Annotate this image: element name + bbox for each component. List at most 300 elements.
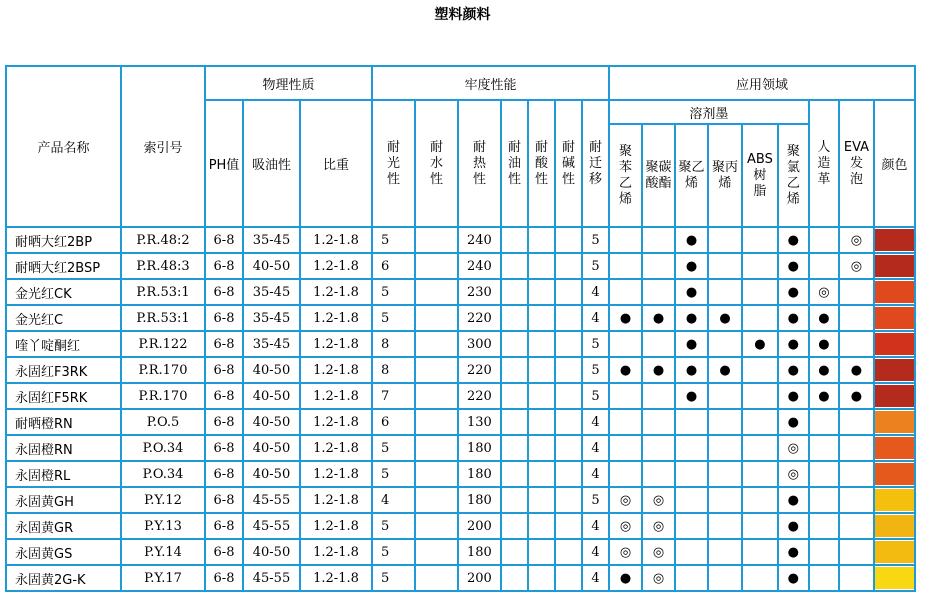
- polycarbonate-mark: ◎: [642, 487, 675, 513]
- waterfastness: [415, 461, 458, 487]
- polypropylene-mark: ●: [708, 305, 742, 331]
- oilfastness: [501, 565, 528, 591]
- alkalifastness: [555, 513, 582, 539]
- color-swatch-cell: [874, 409, 915, 435]
- waterfastness: [415, 539, 458, 565]
- waterfastness: [415, 305, 458, 331]
- index-code: P.O.5: [121, 409, 205, 435]
- alkalifastness: [555, 305, 582, 331]
- lightfastness: 5: [372, 227, 415, 253]
- header-fastness: 牢度性能: [372, 66, 609, 100]
- lightfastness: 5: [372, 435, 415, 461]
- product-name: 耐晒橙RN: [6, 409, 121, 435]
- product-name: 永固红F5RK: [6, 383, 121, 409]
- product-name: 永固黄GS: [6, 539, 121, 565]
- alkalifastness: [555, 487, 582, 513]
- header-color: 颜色: [874, 100, 915, 227]
- pvc-mark: ●: [778, 487, 809, 513]
- density: 1.2-1.8: [300, 409, 372, 435]
- polycarbonate-mark: ◎: [642, 565, 675, 591]
- pvc-mark: ●: [778, 565, 809, 591]
- heatfastness: 300: [458, 331, 501, 357]
- eva-mark: [839, 409, 874, 435]
- color-swatch-cell: [874, 305, 915, 331]
- pvc-mark: ●: [778, 305, 809, 331]
- leather-mark: ●: [809, 357, 839, 383]
- alkalifastness: [555, 435, 582, 461]
- table-row: [6, 409, 915, 435]
- leather-mark: [809, 539, 839, 565]
- leather-mark: [809, 461, 839, 487]
- acidfastness: [528, 409, 555, 435]
- waterfastness: [415, 435, 458, 461]
- color-swatch: [875, 255, 914, 277]
- leather-mark: [809, 435, 839, 461]
- polypropylene-mark: [708, 331, 742, 357]
- eva-mark: [839, 539, 874, 565]
- polypropylene-mark: ●: [708, 357, 742, 383]
- oilfastness: [501, 435, 528, 461]
- polycarbonate-mark: [642, 227, 675, 253]
- acidfastness: [528, 331, 555, 357]
- lightfastness: 8: [372, 331, 415, 357]
- abs-mark: [742, 539, 778, 565]
- abs-mark: [742, 565, 778, 591]
- polycarbonate-mark: [642, 383, 675, 409]
- polypropylene-mark: [708, 383, 742, 409]
- pvc-mark: ●: [778, 513, 809, 539]
- polystyrene-mark: ●: [609, 565, 642, 591]
- oilfastness: [501, 487, 528, 513]
- eva-mark: ◎: [839, 253, 874, 279]
- color-swatch-cell: [874, 435, 915, 461]
- alkalifastness: [555, 565, 582, 591]
- header-index: 索引号: [121, 66, 205, 227]
- density: 1.2-1.8: [300, 331, 372, 357]
- heatfastness: 180: [458, 461, 501, 487]
- page-title: 塑料颜料: [434, 7, 491, 23]
- product-name: 永固黄2G-K: [6, 565, 121, 591]
- pvc-mark: ●: [778, 539, 809, 565]
- header-polystyrene: 聚苯乙烯: [609, 124, 642, 227]
- waterfastness: [415, 409, 458, 435]
- oil-absorption: 40-50: [243, 357, 300, 383]
- oilfastness: [501, 253, 528, 279]
- eva-mark: [839, 487, 874, 513]
- abs-mark: [742, 487, 778, 513]
- eva-mark: [839, 279, 874, 305]
- eva-mark: ●: [839, 357, 874, 383]
- leather-mark: ●: [809, 383, 839, 409]
- heatfastness: 230: [458, 279, 501, 305]
- color-swatch-cell: [874, 357, 915, 383]
- pvc-mark: ◎: [778, 461, 809, 487]
- ph-value: 6-8: [205, 305, 243, 331]
- color-swatch: [875, 541, 914, 563]
- polyethylene-mark: ●: [675, 279, 708, 305]
- density: 1.2-1.8: [300, 539, 372, 565]
- polystyrene-mark: [609, 279, 642, 305]
- polystyrene-mark: [609, 461, 642, 487]
- ph-value: 6-8: [205, 227, 243, 253]
- leather-mark: [809, 409, 839, 435]
- oilfastness: [501, 409, 528, 435]
- eva-mark: [839, 461, 874, 487]
- migration-fastness: 4: [582, 409, 609, 435]
- oilfastness: [501, 513, 528, 539]
- polycarbonate-mark: ●: [642, 305, 675, 331]
- migration-fastness: 5: [582, 253, 609, 279]
- table-row: [6, 513, 915, 539]
- index-code: P.O.34: [121, 435, 205, 461]
- polyethylene-mark: [675, 513, 708, 539]
- polycarbonate-mark: [642, 435, 675, 461]
- polyethylene-mark: ●: [675, 331, 708, 357]
- header-oil-absorption: 吸油性: [243, 100, 300, 227]
- migration-fastness: 4: [582, 305, 609, 331]
- polystyrene-mark: [609, 253, 642, 279]
- header-application: 应用领域: [609, 66, 915, 100]
- product-name: 永固红F3RK: [6, 357, 121, 383]
- abs-mark: [742, 305, 778, 331]
- oil-absorption: 40-50: [243, 461, 300, 487]
- pvc-mark: ●: [778, 279, 809, 305]
- acidfastness: [528, 305, 555, 331]
- acidfastness: [528, 435, 555, 461]
- polyethylene-mark: [675, 435, 708, 461]
- polypropylene-mark: [708, 409, 742, 435]
- polyethylene-mark: ●: [675, 305, 708, 331]
- density: 1.2-1.8: [300, 305, 372, 331]
- abs-mark: [742, 409, 778, 435]
- oil-absorption: 45-55: [243, 487, 300, 513]
- heatfastness: 180: [458, 539, 501, 565]
- color-swatch-cell: [874, 279, 915, 305]
- polystyrene-mark: ◎: [609, 513, 642, 539]
- oilfastness: [501, 539, 528, 565]
- polyethylene-mark: [675, 487, 708, 513]
- index-code: P.O.34: [121, 461, 205, 487]
- eva-mark: [839, 435, 874, 461]
- product-name: 耐晒大红2BSP: [6, 253, 121, 279]
- pigment-table: [5, 65, 916, 592]
- migration-fastness: 4: [582, 435, 609, 461]
- table-row: [6, 565, 915, 591]
- heatfastness: 130: [458, 409, 501, 435]
- index-code: P.R.122: [121, 331, 205, 357]
- alkalifastness: [555, 331, 582, 357]
- header-eva: EVA发泡: [839, 100, 874, 227]
- product-name: 永固黄GH: [6, 487, 121, 513]
- migration-fastness: 4: [582, 565, 609, 591]
- color-swatch-cell: [874, 383, 915, 409]
- oil-absorption: 35-45: [243, 279, 300, 305]
- heatfastness: 220: [458, 305, 501, 331]
- acidfastness: [528, 383, 555, 409]
- lightfastness: 5: [372, 305, 415, 331]
- product-name: 永固黄GR: [6, 513, 121, 539]
- heatfastness: 180: [458, 487, 501, 513]
- abs-mark: [742, 357, 778, 383]
- waterfastness: [415, 253, 458, 279]
- polycarbonate-mark: ●: [642, 357, 675, 383]
- acidfastness: [528, 513, 555, 539]
- index-code: P.R.48:3: [121, 253, 205, 279]
- density: 1.2-1.8: [300, 227, 372, 253]
- heatfastness: 200: [458, 565, 501, 591]
- polypropylene-mark: [708, 513, 742, 539]
- oilfastness: [501, 461, 528, 487]
- header-abs: ABS树脂: [742, 124, 778, 227]
- header-solvent-ink: 溶剂墨: [609, 100, 809, 124]
- abs-mark: [742, 435, 778, 461]
- eva-mark: [839, 565, 874, 591]
- polystyrene-mark: [609, 383, 642, 409]
- alkalifastness: [555, 279, 582, 305]
- acidfastness: [528, 227, 555, 253]
- waterfastness: [415, 227, 458, 253]
- product-name: 永固橙RN: [6, 435, 121, 461]
- color-swatch: [875, 411, 914, 433]
- oil-absorption: 40-50: [243, 383, 300, 409]
- polycarbonate-mark: [642, 279, 675, 305]
- abs-mark: [742, 253, 778, 279]
- ph-value: 6-8: [205, 253, 243, 279]
- migration-fastness: 5: [582, 487, 609, 513]
- oilfastness: [501, 383, 528, 409]
- polycarbonate-mark: ◎: [642, 513, 675, 539]
- leather-mark: [809, 253, 839, 279]
- density: 1.2-1.8: [300, 435, 372, 461]
- acidfastness: [528, 565, 555, 591]
- color-swatch-cell: [874, 331, 915, 357]
- color-swatch: [875, 333, 914, 355]
- waterfastness: [415, 565, 458, 591]
- polycarbonate-mark: [642, 409, 675, 435]
- index-code: P.R.53:1: [121, 279, 205, 305]
- pvc-mark: ●: [778, 253, 809, 279]
- oilfastness: [501, 279, 528, 305]
- header-pvc: 聚氯乙烯: [778, 124, 809, 227]
- polystyrene-mark: ◎: [609, 539, 642, 565]
- polystyrene-mark: ●: [609, 305, 642, 331]
- header-alkalifast: 耐碱性: [555, 100, 582, 227]
- product-name: 金光红CK: [6, 279, 121, 305]
- polypropylene-mark: [708, 461, 742, 487]
- color-swatch: [875, 489, 914, 511]
- table-row: [6, 331, 915, 357]
- ph-value: 6-8: [205, 409, 243, 435]
- heatfastness: 180: [458, 435, 501, 461]
- density: 1.2-1.8: [300, 383, 372, 409]
- table-row: [6, 253, 915, 279]
- product-name: 永固橙RL: [6, 461, 121, 487]
- header-polyethylene: 聚乙烯: [675, 124, 708, 227]
- index-code: P.R.170: [121, 357, 205, 383]
- polystyrene-mark: [609, 227, 642, 253]
- heatfastness: 240: [458, 253, 501, 279]
- waterfastness: [415, 513, 458, 539]
- oil-absorption: 40-50: [243, 409, 300, 435]
- color-swatch-cell: [874, 461, 915, 487]
- oil-absorption: 40-50: [243, 435, 300, 461]
- leather-mark: ●: [809, 305, 839, 331]
- index-code: P.Y.17: [121, 565, 205, 591]
- table-row: [6, 461, 915, 487]
- waterfastness: [415, 487, 458, 513]
- alkalifastness: [555, 383, 582, 409]
- eva-mark: ◎: [839, 227, 874, 253]
- header-density: 比重: [300, 100, 372, 227]
- oil-absorption: 35-45: [243, 305, 300, 331]
- header-physical: 物理性质: [205, 66, 372, 100]
- polycarbonate-mark: [642, 331, 675, 357]
- color-swatch-cell: [874, 513, 915, 539]
- table-row: [6, 487, 915, 513]
- pvc-mark: ●: [778, 227, 809, 253]
- migration-fastness: 4: [582, 279, 609, 305]
- table-row: [6, 435, 915, 461]
- waterfastness: [415, 357, 458, 383]
- oil-absorption: 45-55: [243, 513, 300, 539]
- abs-mark: [742, 279, 778, 305]
- color-swatch: [875, 567, 914, 589]
- color-swatch-cell: [874, 253, 915, 279]
- lightfastness: 4: [372, 487, 415, 513]
- acidfastness: [528, 253, 555, 279]
- table-row: [6, 383, 915, 409]
- polyethylene-mark: ●: [675, 227, 708, 253]
- header-heatfast: 耐热性: [458, 100, 501, 227]
- color-swatch: [875, 463, 914, 485]
- lightfastness: 5: [372, 461, 415, 487]
- migration-fastness: 5: [582, 331, 609, 357]
- color-swatch: [875, 307, 914, 329]
- color-swatch: [875, 281, 914, 303]
- abs-mark: [742, 513, 778, 539]
- density: 1.2-1.8: [300, 487, 372, 513]
- polypropylene-mark: [708, 279, 742, 305]
- acidfastness: [528, 487, 555, 513]
- polycarbonate-mark: ◎: [642, 539, 675, 565]
- table-row: [6, 357, 915, 383]
- pvc-mark: ●: [778, 331, 809, 357]
- waterfastness: [415, 331, 458, 357]
- eva-mark: ●: [839, 383, 874, 409]
- migration-fastness: 4: [582, 461, 609, 487]
- index-code: P.R.48:2: [121, 227, 205, 253]
- heatfastness: 220: [458, 357, 501, 383]
- pvc-mark: ●: [778, 357, 809, 383]
- ph-value: 6-8: [205, 461, 243, 487]
- abs-mark: [742, 383, 778, 409]
- ph-value: 6-8: [205, 539, 243, 565]
- leather-mark: ◎: [809, 279, 839, 305]
- polystyrene-mark: [609, 435, 642, 461]
- heatfastness: 240: [458, 227, 501, 253]
- color-swatch: [875, 437, 914, 459]
- color-swatch-cell: [874, 487, 915, 513]
- lightfastness: 6: [372, 253, 415, 279]
- index-code: P.Y.12: [121, 487, 205, 513]
- eva-mark: [839, 513, 874, 539]
- color-swatch: [875, 229, 914, 251]
- ph-value: 6-8: [205, 565, 243, 591]
- color-swatch: [875, 385, 914, 407]
- oil-absorption: 35-45: [243, 227, 300, 253]
- lightfastness: 5: [372, 565, 415, 591]
- polypropylene-mark: [708, 539, 742, 565]
- acidfastness: [528, 357, 555, 383]
- header-migration: 耐迁移: [582, 100, 609, 227]
- table-row: [6, 279, 915, 305]
- lightfastness: 5: [372, 279, 415, 305]
- migration-fastness: 5: [582, 357, 609, 383]
- density: 1.2-1.8: [300, 279, 372, 305]
- polycarbonate-mark: [642, 461, 675, 487]
- migration-fastness: 5: [582, 383, 609, 409]
- product-name: 喹丫啶酮红: [6, 331, 121, 357]
- acidfastness: [528, 279, 555, 305]
- eva-mark: [839, 305, 874, 331]
- oil-absorption: 35-45: [243, 331, 300, 357]
- index-code: P.Y.14: [121, 539, 205, 565]
- density: 1.2-1.8: [300, 253, 372, 279]
- polycarbonate-mark: [642, 253, 675, 279]
- waterfastness: [415, 279, 458, 305]
- lightfastness: 8: [372, 357, 415, 383]
- density: 1.2-1.8: [300, 565, 372, 591]
- pvc-mark: ●: [778, 409, 809, 435]
- lightfastness: 6: [372, 409, 415, 435]
- polyethylene-mark: ●: [675, 383, 708, 409]
- heatfastness: 200: [458, 513, 501, 539]
- polystyrene-mark: [609, 331, 642, 357]
- index-code: P.Y.13: [121, 513, 205, 539]
- polystyrene-mark: [609, 409, 642, 435]
- color-swatch-cell: [874, 565, 915, 591]
- oilfastness: [501, 331, 528, 357]
- alkalifastness: [555, 253, 582, 279]
- density: 1.2-1.8: [300, 357, 372, 383]
- color-swatch: [875, 515, 914, 537]
- alkalifastness: [555, 227, 582, 253]
- table-row: [6, 227, 915, 253]
- polyethylene-mark: ●: [675, 357, 708, 383]
- acidfastness: [528, 539, 555, 565]
- lightfastness: 7: [372, 383, 415, 409]
- color-swatch-cell: [874, 539, 915, 565]
- polypropylene-mark: [708, 227, 742, 253]
- table-row: [6, 305, 915, 331]
- polyethylene-mark: [675, 539, 708, 565]
- polyethylene-mark: [675, 461, 708, 487]
- ph-value: 6-8: [205, 279, 243, 305]
- lightfastness: 5: [372, 539, 415, 565]
- header-acidfast: 耐酸性: [528, 100, 555, 227]
- leather-mark: [809, 513, 839, 539]
- header-ph: PH值: [205, 100, 243, 227]
- oil-absorption: 40-50: [243, 539, 300, 565]
- header-polycarbonate: 聚碳酸酯: [642, 124, 675, 227]
- acidfastness: [528, 461, 555, 487]
- migration-fastness: 5: [582, 227, 609, 253]
- polystyrene-mark: ◎: [609, 487, 642, 513]
- abs-mark: [742, 461, 778, 487]
- header-product-name: 产品名称: [6, 66, 121, 227]
- lightfastness: 5: [372, 513, 415, 539]
- polypropylene-mark: [708, 435, 742, 461]
